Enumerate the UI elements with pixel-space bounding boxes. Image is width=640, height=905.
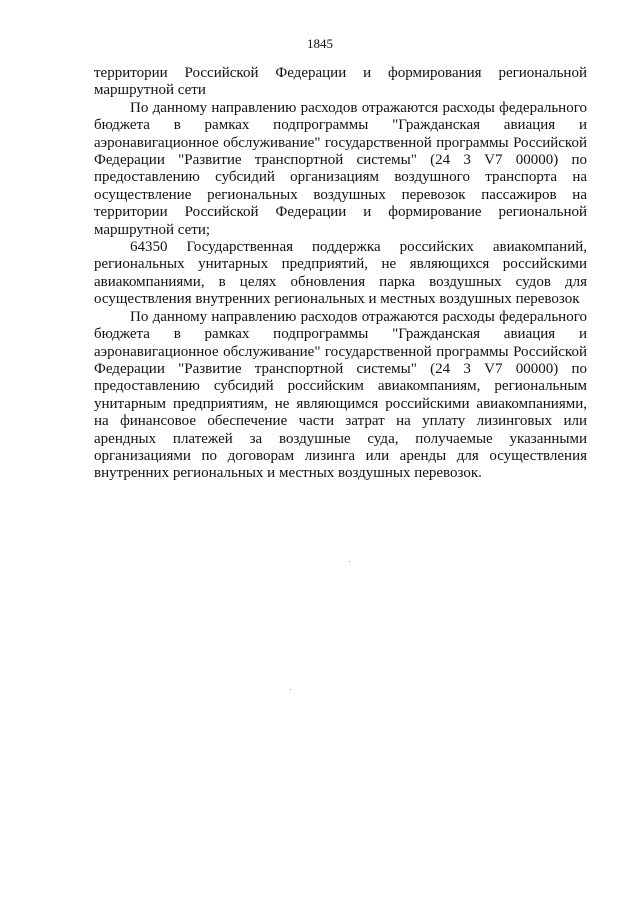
paragraph-continuation: территории Российской Федерации и формирования региональной маршрутной сети: [94, 65, 587, 99]
scan-speck: [290, 689, 291, 690]
paragraph-description-1: По данному направлению расходов отражаются расходы федерального бюджета в рамках подпрограммы "Гражданская авиация и аэронавигационное обслуживание" государственной программы Российской Федерации "Развитие транспортной системы" (24 3 V7 00000) по предоставлению субсидий организациям воздушного транспорта на осуществление региональных воздушных перевозок пассажиров на территории Российской Федерации и формирование региональной маршрутной сети;: [94, 99, 587, 238]
paragraph-code-64350: 64350 Государственная поддержка российских авиакомпаний, региональных унитарных предприятий, не являющихся российскими авиакомпаниями, в целях обновления парка воздушных судов для осуществления внутренних региональных и местных воздушных перевозок: [94, 239, 587, 308]
document-body: [94, 65, 587, 483]
paragraph-description-2: По данному направлению расходов отражаются расходы федерального бюджета в рамках подпрограммы "Гражданская авиация и аэронавигационное обслуживание" государственной программы Российской Федерации "Развитие транспортной системы" (24 3 V7 00000) по предоставлению субсидий российским авиакомпаниям, региональным унитарным предприятиям, не являющимся российскими авиакомпаниями, на финансовое обеспечение части затрат на уплату лизинговых или арендных платежей за воздушные суда, получаемые указанными организациями по договорам лизинга или аренды для осуществления внутренних региональных и местных воздушных перевозок.: [94, 308, 587, 482]
scan-speck: [349, 561, 350, 562]
page-number: 1845: [307, 36, 333, 51]
